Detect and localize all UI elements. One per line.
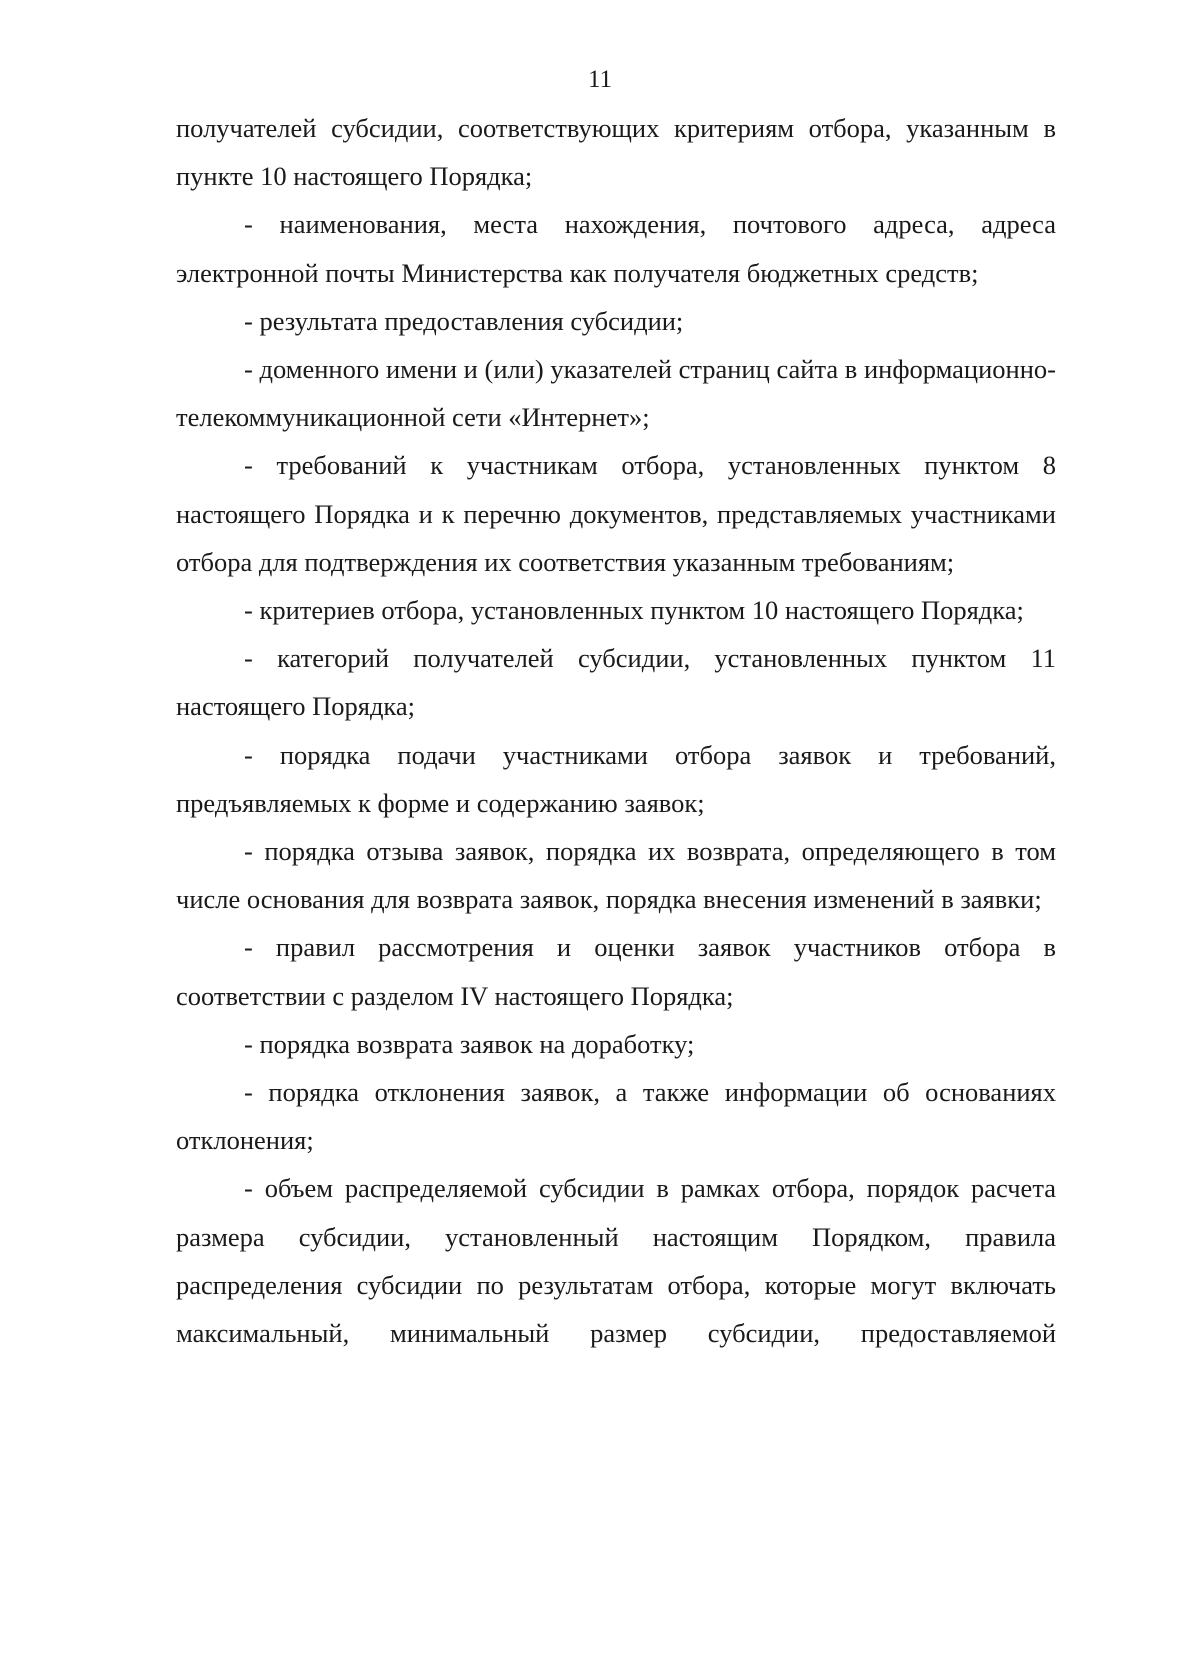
list-item-selection-criteria: - критериев отбора, установленных пунктом 10 настоящего Порядка; <box>244 595 1024 626</box>
list-item-participant-requirements: - требований к участникам отбора, установленных пунктом 8 настоящего Порядка и к перечню документов, представляемых участниками отбора для подтверждения их соответствия указанным требованиям; <box>176 450 1056 577</box>
list-item-review-rules: - правил рассмотрения и оценки заявок участников отбора в соответствии с разделом IV настоящего Порядка; <box>176 932 1056 1011</box>
list-item-application-procedure: - порядка подачи участниками отбора заявок и требований, предъявляемых к форме и содержанию заявок; <box>176 739 1056 818</box>
list-item-application-withdrawal: - порядка отзыва заявок, порядка их возврата, определяющего в том числе основания для возврата заявок, порядка внесения изменений в заявки; <box>176 836 1056 915</box>
list-item-ministry-details: - наименования, места нахождения, почтового адреса, адреса электронной почты Министерства как получателя бюджетных средств; <box>176 209 1056 288</box>
list-item-subsidy-volume: - объем распределяемой субсидии в рамках отбора, порядок расчета размера субсидии, установленный настоящим Порядком, правила распределения субсидии по результатам отбора, которые могут включать максимальный, минимальный размер субсидии, предоставляемой <box>176 1173 1056 1349</box>
list-item-return-for-revision: - порядка возврата заявок на доработку; <box>244 1028 695 1059</box>
page-number: 11 <box>587 66 613 93</box>
list-item-domain-name: - доменного имени и (или) указателей страниц сайта в информационно-телекоммуникационной сети «Интернет»; <box>176 354 1056 433</box>
document-body <box>176 104 1056 1357</box>
list-item-subsidy-result: - результата предоставления субсидии; <box>244 305 684 336</box>
list-item-recipient-categories: - категорий получателей субсидии, установленных пунктом 11 настоящего Порядка; <box>176 643 1056 722</box>
list-item-rejection: - порядка отклонения заявок, а также информации об основаниях отклонения; <box>176 1077 1056 1156</box>
paragraph-continuation: получателей субсидии, соответствующих критериям отбора, указанным в пункте 10 настоящего Порядка; <box>176 113 1056 192</box>
